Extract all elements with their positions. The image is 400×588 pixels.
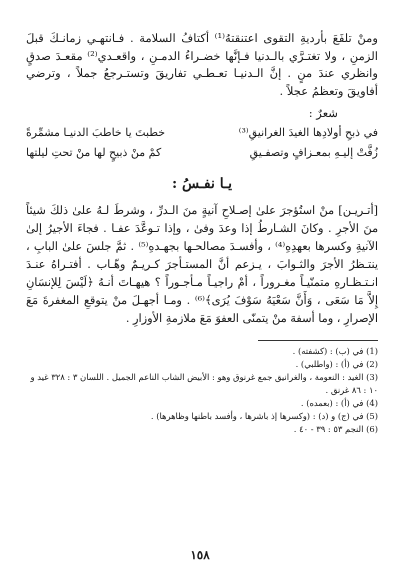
- footnote-3: (3) الغيد : النعومة ، والغرانيق جمع غرنوق وهو : الأبيض الشاب الناعم الجميل . اللسان ٣ : ٣٢٨ غيد و ١٠ : ٨٦ غرنق .: [30, 372, 378, 395]
- verse-2-left: كمْ منْ ذبيحٍ لها منْ تحتِ ليلتها: [26, 146, 162, 159]
- verse-1-left: خطبتَ يا خاطبَ الدنيـا مشمِّرةً: [26, 126, 166, 139]
- footnote-1: (1) في (ب) : (كشفته) .: [292, 346, 378, 356]
- poem-title: شعرٌ :: [308, 106, 338, 120]
- section-heading: يـا نفـسُ :: [171, 176, 233, 192]
- footnote-4: (4) في (أ) : (بعمده) .: [300, 398, 378, 408]
- paragraph-2: [أتـريـن] منْ استُؤجرَ علىٰ إصـلاحِ آنيةٍ منَ الـدرِّ ، وشرطَ لـهُ علىٰ ذلكَ شيئاً منَ الأجرِ . وكانَ الشـارطُ إذا وعدَ وفىٰ ، وإذا تـوعَّدَ عفـا . فجاءَ الأجيرُ إلىٰ الآنيةِ وكسرها بعهدِهِ⁽⁴⁾ ، وأفسـدَ مصالحـها بجهـدهِ⁽⁵⁾ . ثمَّ جلسَ علىٰ البابِ ، ينتـظرُ الأجرَ والثـوابَ ، يـزعم أنَّ المستـأجرَ كـريـمٌ وهّـاب . أفتـراهُ عنـدَ انـتـظـارهِ متمنّيـاً مغـروراً ، أمْ راجيـاً مـأجـوراً ؟ هيهـاتَ أنـهُ ﴿لَيْسَ لِلإنسَانِ إِلاَّ مَا سَعَى ، وَأَنَّ سَعْيَهُ سَوْفَ يُرَى﴾⁽⁶⁾ . ومـا أجهـلَ منْ يتوقعِ المغفرةَ مَعَ الإصرارِ ، وما أسفهَ منْ يتمنّى العفوَ مَعَ ملازمةِ الأوزارِ .: [26, 204, 379, 325]
- footnote-5: (5) في (ج) و (د) : (وكسرها إذ باشرها ، وأفسد باطنها وظاهرها) .: [150, 411, 378, 421]
- verse-2: [26, 144, 378, 162]
- verse-1-right: في ذبحِ أولادِها الغيدَ الغرانيقِ⁽³⁾: [238, 126, 378, 139]
- footnote-6: (6) النجم ٥٣ : ٣٩ - ٤٠ .: [293, 424, 378, 434]
- footnote-2: (2) في (أ) : (واطلبي) .: [295, 359, 378, 369]
- verse-2-right: زُفَّتْ إليـهِ بمعـزافٍ وتصفـيقِ: [249, 146, 378, 159]
- page-body: [26, 30, 378, 436]
- page-number: ١٥٨: [190, 548, 210, 562]
- verse-1: [26, 124, 378, 142]
- footnote-divider: [258, 340, 378, 341]
- paragraph-1: ومنْ تلفَعَ بأرديةِ التقوى اعتنقتهُ⁽¹⁾ أكتافُ السلامة . فـانتهـي زمانـكَ قبلَ الزمنِ ، ولا تغتـرَّي بالـدنيا فـإنَّها خضـراءُ الدمـنِ ، واقعـدي⁽²⁾ مقعـدَ صدقٍ وانظري عندَ منٍ . إنَّ الـدنيـا تعـطـي تفاريقَ وتستـرجعُ جملاً ، وترضي أفاويقَ وتعظمُ عجلاً .: [26, 31, 378, 98]
